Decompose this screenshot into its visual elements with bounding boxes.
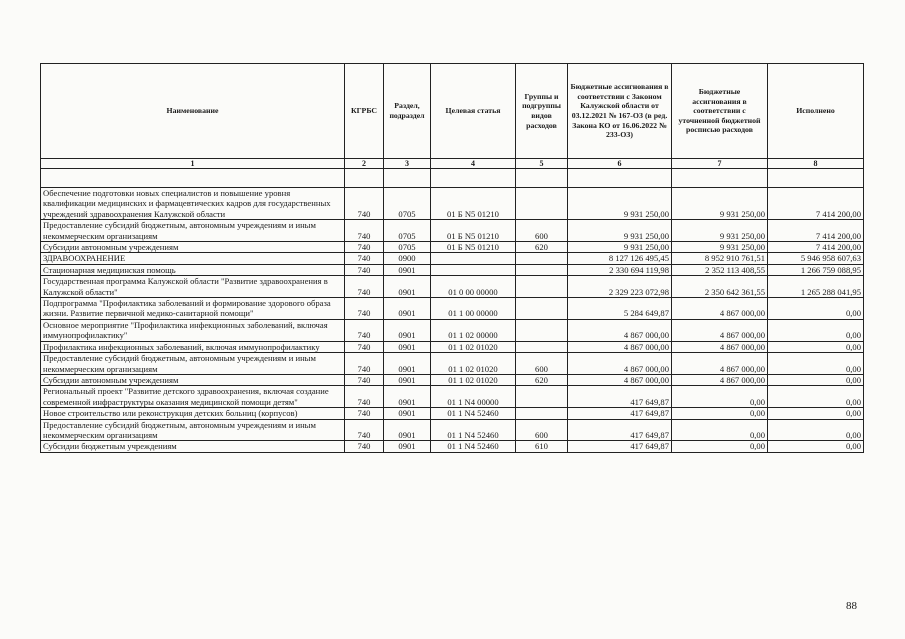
- row-law-amount: 4 867 000,00: [568, 319, 672, 341]
- row-section: 0901: [384, 276, 431, 298]
- table-row: [41, 319, 864, 341]
- row-group: 610: [516, 441, 568, 452]
- row-target: 01 Б N5 01210: [431, 242, 516, 253]
- row-target: 01 1 N4 00000: [431, 386, 516, 408]
- row-executed-amount: 0,00: [768, 341, 864, 352]
- row-section: 0901: [384, 374, 431, 385]
- col-number: 5: [516, 159, 568, 169]
- table-row: [41, 374, 864, 385]
- spacer-row: [41, 169, 864, 188]
- row-name: Предоставление субсидий бюджетным, автономным учреждениям и иным некоммерческим организациям: [41, 353, 345, 375]
- row-executed-amount: 0,00: [768, 319, 864, 341]
- row-group: [516, 276, 568, 298]
- row-plan-amount: 9 931 250,00: [672, 242, 768, 253]
- row-group: 620: [516, 242, 568, 253]
- row-target: 01 1 02 00000: [431, 319, 516, 341]
- col-number: 1: [41, 159, 345, 169]
- col-number: 2: [345, 159, 384, 169]
- row-kgrbs: 740: [345, 408, 384, 419]
- row-executed-amount: 0,00: [768, 298, 864, 320]
- row-group: [516, 408, 568, 419]
- row-name: Предоставление субсидий бюджетным, автономным учреждениям и иным некоммерческим организациям: [41, 419, 345, 441]
- header-done: Исполнено: [768, 64, 864, 159]
- row-plan-amount: 0,00: [672, 408, 768, 419]
- col-number: 8: [768, 159, 864, 169]
- row-executed-amount: 0,00: [768, 353, 864, 375]
- row-target: 01 1 N4 52460: [431, 419, 516, 441]
- row-section: 0705: [384, 242, 431, 253]
- row-name: Новое строительство или реконструкция детских больниц (корпусов): [41, 408, 345, 419]
- row-kgrbs: 740: [345, 242, 384, 253]
- row-group: [516, 264, 568, 275]
- row-group: 600: [516, 220, 568, 242]
- row-group: 620: [516, 374, 568, 385]
- row-name: Основное мероприятие "Профилактика инфекционных заболеваний, включая иммунопрофилактику": [41, 319, 345, 341]
- table-row: [41, 386, 864, 408]
- budget-table: [40, 63, 864, 453]
- row-plan-amount: 0,00: [672, 386, 768, 408]
- row-target: 01 1 02 01020: [431, 341, 516, 352]
- row-executed-amount: 0,00: [768, 386, 864, 408]
- row-executed-amount: 7 414 200,00: [768, 220, 864, 242]
- table-row: [41, 276, 864, 298]
- row-plan-amount: 0,00: [672, 419, 768, 441]
- row-law-amount: 9 931 250,00: [568, 242, 672, 253]
- row-name: Подпрограмма "Профилактика заболеваний и формирование здорового образа жизни. Развитие первичной медико-санитарной помощи": [41, 298, 345, 320]
- row-target: [431, 253, 516, 264]
- row-executed-amount: 0,00: [768, 408, 864, 419]
- header-target: Целевая статья: [431, 64, 516, 159]
- row-target: [431, 264, 516, 275]
- row-law-amount: 417 649,87: [568, 408, 672, 419]
- row-law-amount: 2 330 694 119,98: [568, 264, 672, 275]
- row-kgrbs: 740: [345, 188, 384, 220]
- col-number: 6: [568, 159, 672, 169]
- row-group: 600: [516, 353, 568, 375]
- header-kgrbs: КГРБС: [345, 64, 384, 159]
- header-plan: Бюджетные ассигнования в соответствии с уточненной бюджетной росписью расходов: [672, 64, 768, 159]
- row-section: 0901: [384, 408, 431, 419]
- row-plan-amount: 2 352 113 408,55: [672, 264, 768, 275]
- row-name: Обеспечение подготовки новых специалистов и повышение уровня квалификации медицинских и фармацевтических кадров для государственных учреждений здравоохранения Калужской области: [41, 188, 345, 220]
- row-name: Предоставление субсидий бюджетным, автономным учреждениям и иным некоммерческим организациям: [41, 220, 345, 242]
- row-executed-amount: 0,00: [768, 374, 864, 385]
- row-name: Стационарная медицинская помощь: [41, 264, 345, 275]
- page-number: 88: [846, 600, 857, 612]
- row-law-amount: 9 931 250,00: [568, 188, 672, 220]
- row-kgrbs: 740: [345, 419, 384, 441]
- row-section: 0901: [384, 319, 431, 341]
- row-name: Субсидии автономным учреждениям: [41, 374, 345, 385]
- col-number: 7: [672, 159, 768, 169]
- row-group: [516, 298, 568, 320]
- header-group: Группы и подгруппы видов расходов: [516, 64, 568, 159]
- row-target: 01 1 00 00000: [431, 298, 516, 320]
- header-name: Наименование: [41, 64, 345, 159]
- row-kgrbs: 740: [345, 276, 384, 298]
- row-target: 01 1 N4 52460: [431, 408, 516, 419]
- row-plan-amount: 9 931 250,00: [672, 220, 768, 242]
- col-number: 3: [384, 159, 431, 169]
- row-section: 0901: [384, 441, 431, 452]
- row-section: 0900: [384, 253, 431, 264]
- table-row: [41, 441, 864, 452]
- row-target: 01 0 00 00000: [431, 276, 516, 298]
- header-row: [41, 64, 864, 159]
- row-name: Государственная программа Калужской области "Развитие здравоохранения в Калужской области": [41, 276, 345, 298]
- row-executed-amount: 7 414 200,00: [768, 188, 864, 220]
- row-plan-amount: 0,00: [672, 441, 768, 452]
- row-executed-amount: 5 946 958 607,63: [768, 253, 864, 264]
- row-executed-amount: 0,00: [768, 419, 864, 441]
- table-row: [41, 253, 864, 264]
- row-law-amount: 4 867 000,00: [568, 341, 672, 352]
- row-section: 0901: [384, 353, 431, 375]
- table-row: [41, 242, 864, 253]
- row-executed-amount: 1 265 288 041,95: [768, 276, 864, 298]
- row-law-amount: 4 867 000,00: [568, 353, 672, 375]
- row-group: [516, 386, 568, 408]
- row-law-amount: 2 329 223 072,98: [568, 276, 672, 298]
- table-row: [41, 264, 864, 275]
- row-target: 01 1 N4 52460: [431, 441, 516, 452]
- row-target: 01 1 02 01020: [431, 353, 516, 375]
- row-name: Субсидии бюджетным учреждениям: [41, 441, 345, 452]
- row-kgrbs: 740: [345, 341, 384, 352]
- row-group: [516, 253, 568, 264]
- row-kgrbs: 740: [345, 319, 384, 341]
- row-section: 0901: [384, 341, 431, 352]
- row-law-amount: 4 867 000,00: [568, 374, 672, 385]
- table-row: [41, 220, 864, 242]
- row-law-amount: 9 931 250,00: [568, 220, 672, 242]
- row-kgrbs: 740: [345, 441, 384, 452]
- row-name: Региональный проект "Развитие детского здравоохранения, включая создание современной инфраструктуры оказания медицинской помощи детям": [41, 386, 345, 408]
- row-kgrbs: 740: [345, 253, 384, 264]
- row-kgrbs: 740: [345, 386, 384, 408]
- table-row: [41, 298, 864, 320]
- row-name: Субсидии автономным учреждениям: [41, 242, 345, 253]
- row-section: 0901: [384, 298, 431, 320]
- row-group: [516, 341, 568, 352]
- col-number: 4: [431, 159, 516, 169]
- row-section: 0705: [384, 188, 431, 220]
- row-target: 01 Б N5 01210: [431, 188, 516, 220]
- row-plan-amount: 8 952 910 761,51: [672, 253, 768, 264]
- row-law-amount: 417 649,87: [568, 441, 672, 452]
- row-executed-amount: 7 414 200,00: [768, 242, 864, 253]
- table-row: [41, 408, 864, 419]
- table-row: [41, 341, 864, 352]
- row-plan-amount: 4 867 000,00: [672, 319, 768, 341]
- row-kgrbs: 740: [345, 353, 384, 375]
- row-plan-amount: 9 931 250,00: [672, 188, 768, 220]
- row-target: 01 Б N5 01210: [431, 220, 516, 242]
- table-row: [41, 188, 864, 220]
- row-name: ЗДРАВООХРАНЕНИЕ: [41, 253, 345, 264]
- row-group: [516, 319, 568, 341]
- column-number-row: [41, 159, 864, 169]
- row-kgrbs: 740: [345, 264, 384, 275]
- row-law-amount: 5 284 649,87: [568, 298, 672, 320]
- row-section: 0705: [384, 220, 431, 242]
- row-plan-amount: 4 867 000,00: [672, 374, 768, 385]
- row-group: 600: [516, 419, 568, 441]
- row-kgrbs: 740: [345, 298, 384, 320]
- row-executed-amount: 0,00: [768, 441, 864, 452]
- row-executed-amount: 1 266 759 088,95: [768, 264, 864, 275]
- row-plan-amount: 2 350 642 361,55: [672, 276, 768, 298]
- row-target: 01 1 02 01020: [431, 374, 516, 385]
- row-section: 0901: [384, 264, 431, 275]
- row-kgrbs: 740: [345, 220, 384, 242]
- header-section: Раздел, подраздел: [384, 64, 431, 159]
- row-plan-amount: 4 867 000,00: [672, 298, 768, 320]
- row-plan-amount: 4 867 000,00: [672, 353, 768, 375]
- header-law: Бюджетные ассигнования в соответствии с Законом Калужской области от 03.12.2021 № 167-ОЗ (в ред. Закона КО от 16.06.2022 № 233-ОЗ): [568, 64, 672, 159]
- table-row: [41, 353, 864, 375]
- row-law-amount: 417 649,87: [568, 419, 672, 441]
- row-law-amount: 417 649,87: [568, 386, 672, 408]
- table-row: [41, 419, 864, 441]
- row-group: [516, 188, 568, 220]
- row-plan-amount: 4 867 000,00: [672, 341, 768, 352]
- row-name: Профилактика инфекционных заболеваний, включая иммунопрофилактику: [41, 341, 345, 352]
- row-section: 0901: [384, 386, 431, 408]
- row-kgrbs: 740: [345, 374, 384, 385]
- row-section: 0901: [384, 419, 431, 441]
- row-law-amount: 8 127 126 495,45: [568, 253, 672, 264]
